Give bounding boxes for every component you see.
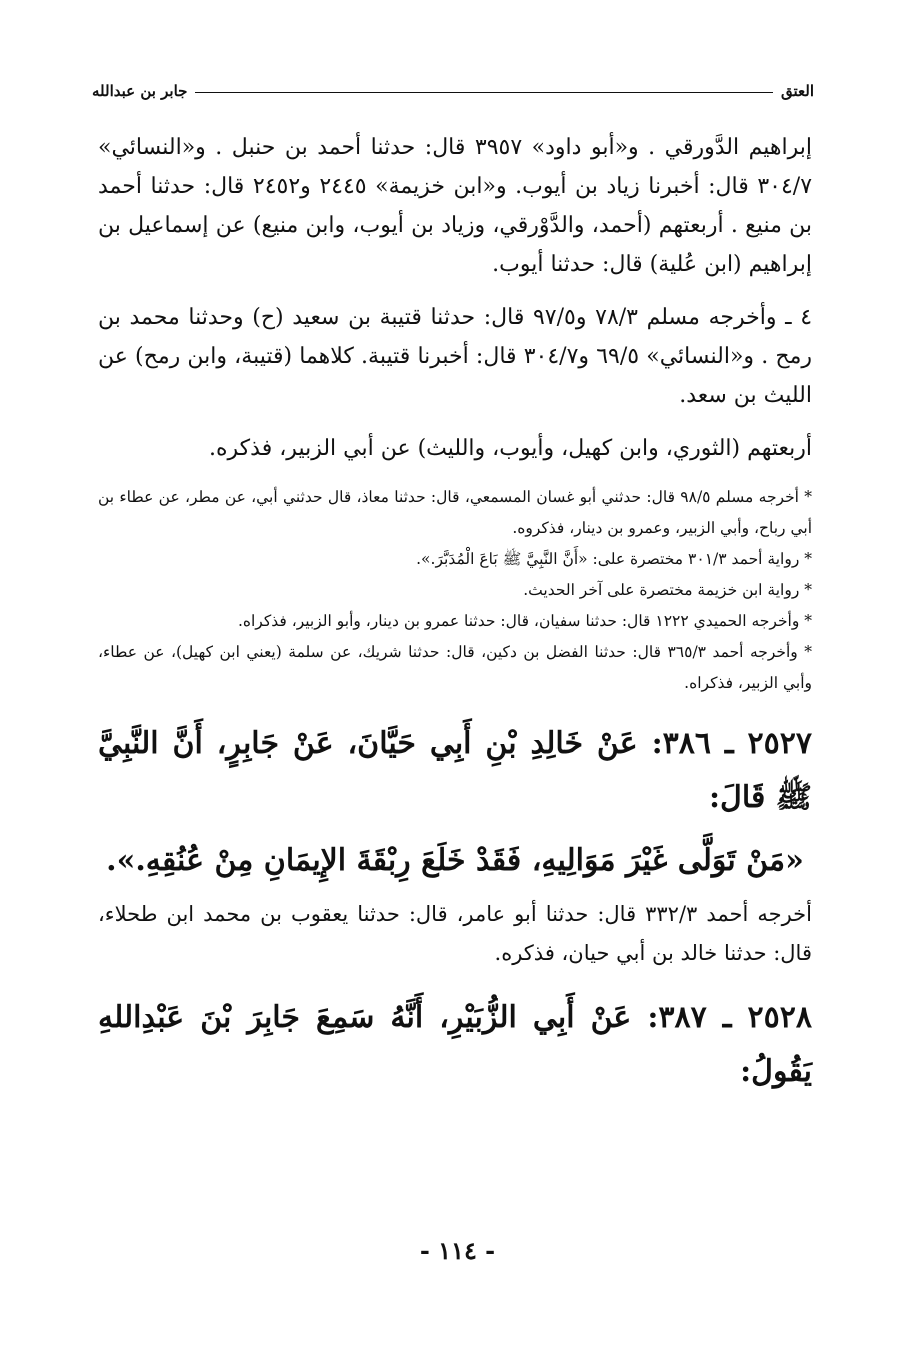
- paragraph-summary: أربعتهم (الثوري، وابن كهيل، وأيوب، والليث) عن أبي الزبير، فذكره.: [209, 436, 812, 461]
- hadith-heading-2528: [98, 991, 812, 1099]
- running-header: [92, 74, 814, 100]
- header-rule: [195, 92, 773, 93]
- hadith-heading-2527: [98, 717, 812, 825]
- footnote: * رواية أحمد ٣٠١/٣ مختصرة على: «أَنَّ النَّبِيَّ ﷺ بَاعَ الْمُدَبَّرَ.».: [416, 550, 812, 568]
- page-body: [98, 128, 812, 1099]
- paragraph-takhrij-1: إبراهيم الدَّورقي . و«أبو داود» ٣٩٥٧ قال: حدثنا أحمد بن حنبل . و«النسائي» ٣٠٤/٧ قال: أخبرنا زياد بن أيوب. و«ابن خزيمة» ٢٤٤٥ و٢٤٥٢ قال: حدثنا أحمد بن منيع . أربعتهم (أحمد، والدَّوْرقي، وزياد بن أيوب، وابن منيع) عن إسماعيل بن إبراهيم (ابن عُلية) قال: حدثنا أيوب.: [98, 135, 813, 277]
- page-number: - ١١٤ -: [419, 1236, 496, 1265]
- hadith-matn: «مَنْ تَوَلَّى غَيْرَ مَوَالِيهِ، فَقَدْ خَلَعَ رِبْقَةَ الإِيمَانِ مِنْ عُنُقِهِ.».: [106, 843, 804, 878]
- footnote: * أخرجه مسلم ٩٨/٥ قال: حدثني أبو غسان المسمعي، قال: حدثنا معاذ، قال حدثني أبي، عن مطر، عن عطاء بن أبي رباح، وأبي الزبير، وعمرو بن دينار، فذكروه.: [98, 488, 812, 537]
- chapter-title: العتق: [780, 82, 814, 100]
- hadith-isnad: عَنْ خَالِدِ بْنِ أَبِي حَيَّانَ، عَنْ جَابِرٍ، أَنَّ النَّبِيَّ ﷺ قَالَ:: [98, 726, 812, 815]
- hadith-source: أخرجه أحمد ٣٣٢/٣ قال: حدثنا أبو عامر، قال: حدثنا يعقوب بن محمد ابن طحلاء، قال: حدثنا خالد بن أبي حيان، فذكره.: [98, 902, 812, 965]
- paragraph-takhrij-2: ٤ ـ وأخرجه مسلم ٧٨/٣ و٩٧/٥ قال: حدثنا قتيبة بن سعيد (ح) وحدثنا محمد بن رمح . و«النسائي» ٦٩/٥ و٣٠٤/٧ قال: أخبرنا قتيبة. كلاهما (قتيبة، وابن رمح) عن الليث بن سعد.: [98, 305, 813, 408]
- footnote: * وأخرجه الحميدي ١٢٢٢ قال: حدثنا سفيان، قال: حدثنا عمرو بن دينار، وأبو الزبير، فذكراه.: [237, 612, 812, 630]
- hadith-number: ٢٥٢٧ ـ ٣٨٦:: [651, 726, 812, 761]
- hadith-isnad: عَنْ أَبِي الزُّبَيْرِ، أَنَّهُ سَمِعَ جَابِرَ بْنَ عَبْدِاللهِ يَقُولُ:: [98, 1000, 812, 1089]
- footnote: * وأخرجه أحمد ٣٦٥/٣ قال: حدثنا الفضل بن دكين، قال: حدثنا شريك، عن سلمة (يعني ابن كهيل)، عن عطاء، وأبي الزبير، فذكراه.: [98, 643, 812, 692]
- hadith-number: ٢٥٢٨ ـ ٣٨٧:: [647, 1000, 812, 1035]
- footnote: * رواية ابن خزيمة مختصرة على آخر الحديث.: [523, 581, 812, 599]
- footnotes: [98, 482, 812, 699]
- book-section-title: جابر بن عبدالله: [92, 82, 188, 100]
